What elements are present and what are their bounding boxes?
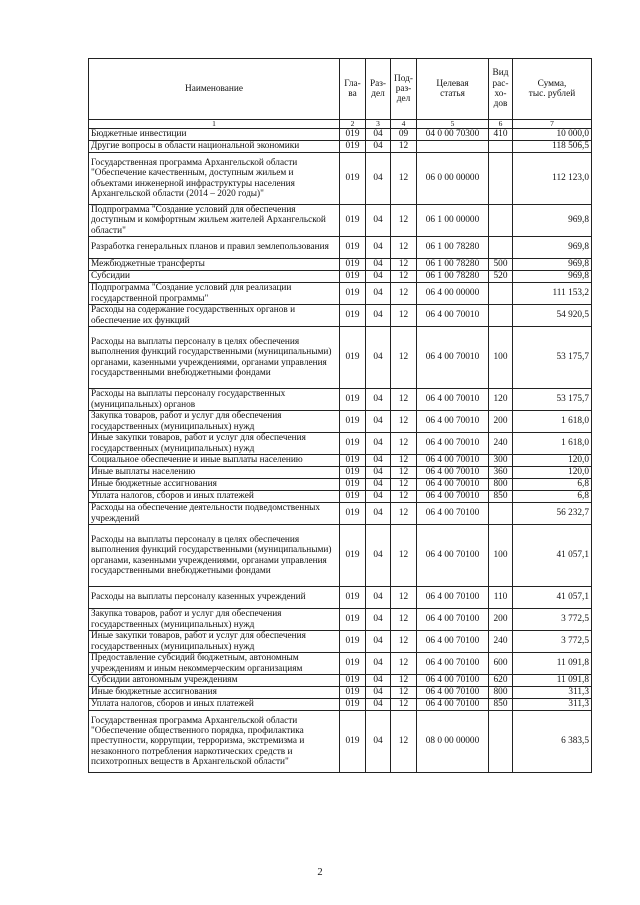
row-name: Уплата налогов, сборов и иных платежей	[89, 491, 340, 503]
row-target: 06 4 00 70010	[417, 455, 489, 467]
row-target: 08 0 00 00000	[417, 711, 489, 773]
row-vid: 800	[489, 687, 513, 699]
row-name: Иные выплаты населению	[89, 467, 340, 479]
row-sum: 53 175,7	[513, 327, 592, 389]
row-name: Закупка товаров, работ и услуг для обеспечения государственных (муниципальных) нужд	[89, 411, 340, 433]
row-glava: 019	[340, 283, 366, 305]
row-razdel: 04	[366, 271, 391, 283]
table-row	[89, 455, 592, 467]
table-row	[89, 129, 592, 141]
table-row	[89, 503, 592, 525]
row-glava: 019	[340, 271, 366, 283]
budget-table	[88, 58, 592, 773]
row-vid: 850	[489, 491, 513, 503]
row-podrazdel: 12	[391, 205, 417, 237]
row-glava: 019	[340, 433, 366, 455]
header-vid: Вид рас- хо- дов	[489, 59, 513, 120]
row-podrazdel: 12	[391, 283, 417, 305]
row-target: 06 4 00 00000	[417, 283, 489, 305]
row-target: 06 4 00 70010	[417, 433, 489, 455]
row-razdel: 04	[366, 631, 391, 653]
row-razdel: 04	[366, 259, 391, 271]
row-vid: 100	[489, 327, 513, 389]
row-glava: 019	[340, 455, 366, 467]
row-sum: 112 123,0	[513, 153, 592, 205]
row-vid	[489, 141, 513, 153]
row-podrazdel: 12	[391, 259, 417, 271]
table-header-row	[89, 59, 592, 120]
row-podrazdel: 12	[391, 433, 417, 455]
table-row	[89, 479, 592, 491]
row-podrazdel: 12	[391, 653, 417, 675]
row-name: Расходы на обеспечение деятельности подведомственных учреждений	[89, 503, 340, 525]
header-podrazdel: Под- раз- дел	[391, 59, 417, 120]
table-row	[89, 711, 592, 773]
page-number: 2	[317, 867, 323, 878]
row-vid	[489, 305, 513, 327]
row-name: Иные бюджетные ассигнования	[89, 687, 340, 699]
row-glava: 019	[340, 237, 366, 259]
row-target: 06 4 00 70100	[417, 525, 489, 587]
row-podrazdel: 12	[391, 711, 417, 773]
table-row	[89, 699, 592, 711]
row-target: 06 4 00 70100	[417, 653, 489, 675]
column-number: 6	[489, 120, 513, 129]
row-vid: 500	[489, 259, 513, 271]
row-target	[417, 141, 489, 153]
row-sum: 969,8	[513, 271, 592, 283]
table-row	[89, 271, 592, 283]
row-glava: 019	[340, 525, 366, 587]
row-vid	[489, 503, 513, 525]
row-name: Иные закупки товаров, работ и услуг для обеспечения государственных (муниципальных) нужд	[89, 631, 340, 653]
table-row	[89, 411, 592, 433]
row-razdel: 04	[366, 503, 391, 525]
column-number: 4	[391, 120, 417, 129]
row-razdel: 04	[366, 491, 391, 503]
row-podrazdel: 12	[391, 525, 417, 587]
row-vid	[489, 153, 513, 205]
row-target: 06 1 00 78280	[417, 259, 489, 271]
table-row	[89, 467, 592, 479]
row-glava: 019	[340, 153, 366, 205]
row-target: 06 4 00 70100	[417, 609, 489, 631]
row-target: 06 4 00 70010	[417, 327, 489, 389]
row-sum: 311,3	[513, 699, 592, 711]
row-glava: 019	[340, 305, 366, 327]
row-razdel: 04	[366, 305, 391, 327]
row-vid	[489, 711, 513, 773]
row-razdel: 04	[366, 653, 391, 675]
row-podrazdel: 12	[391, 389, 417, 411]
row-sum: 56 232,7	[513, 503, 592, 525]
row-target: 06 4 00 70100	[417, 675, 489, 687]
row-razdel: 04	[366, 433, 391, 455]
header-name: Наименование	[89, 59, 340, 120]
row-sum: 6,8	[513, 491, 592, 503]
row-razdel: 04	[366, 699, 391, 711]
row-glava: 019	[340, 389, 366, 411]
table-row	[89, 259, 592, 271]
row-sum: 3 772,5	[513, 609, 592, 631]
row-name: Подпрограмма "Создание условий для реализации государственной программы"	[89, 283, 340, 305]
table-row	[89, 205, 592, 237]
row-vid: 240	[489, 433, 513, 455]
row-sum: 53 175,7	[513, 389, 592, 411]
row-podrazdel: 12	[391, 237, 417, 259]
table-row	[89, 327, 592, 389]
row-glava: 019	[340, 503, 366, 525]
row-name: Разработка генеральных планов и правил землепользования	[89, 237, 340, 259]
row-razdel: 04	[366, 327, 391, 389]
row-target: 04 0 00 70300	[417, 129, 489, 141]
row-vid: 120	[489, 389, 513, 411]
row-target: 06 4 00 70100	[417, 503, 489, 525]
row-name: Закупка товаров, работ и услуг для обеспечения государственных (муниципальных) нужд	[89, 609, 340, 631]
row-name: Субсидии автономным учреждениям	[89, 675, 340, 687]
row-podrazdel: 12	[391, 491, 417, 503]
table-row	[89, 687, 592, 699]
row-glava: 019	[340, 205, 366, 237]
row-podrazdel: 12	[391, 141, 417, 153]
row-glava: 019	[340, 491, 366, 503]
table-row	[89, 675, 592, 687]
row-podrazdel: 12	[391, 411, 417, 433]
row-glava: 019	[340, 467, 366, 479]
row-sum: 969,8	[513, 205, 592, 237]
row-vid: 600	[489, 653, 513, 675]
row-vid: 300	[489, 455, 513, 467]
row-sum: 10 000,0	[513, 129, 592, 141]
row-podrazdel: 12	[391, 479, 417, 491]
table-row	[89, 305, 592, 327]
column-number: 1	[89, 120, 340, 129]
row-target: 06 1 00 78280	[417, 271, 489, 283]
row-vid: 100	[489, 525, 513, 587]
column-number: 3	[366, 120, 391, 129]
row-target: 06 4 00 70010	[417, 491, 489, 503]
column-number: 2	[340, 120, 366, 129]
row-razdel: 04	[366, 411, 391, 433]
row-name: Расходы на выплаты персоналу казенных учреждений	[89, 587, 340, 609]
row-sum: 6 383,5	[513, 711, 592, 773]
table-row	[89, 433, 592, 455]
row-razdel: 04	[366, 711, 391, 773]
row-name: Расходы на выплаты персоналу в целях обеспечения выполнения функций государственными (муниципальными) органами, казенными учреждениями, органами управления государственными внебюджетными фондами	[89, 525, 340, 587]
row-target: 06 4 00 70010	[417, 479, 489, 491]
row-name: Предоставление субсидий бюджетным, автономным учреждениям и иным некоммерческим организациям	[89, 653, 340, 675]
row-razdel: 04	[366, 455, 391, 467]
row-podrazdel: 12	[391, 455, 417, 467]
row-glava: 019	[340, 411, 366, 433]
header-target: Целевая статья	[417, 59, 489, 120]
row-target: 06 4 00 70010	[417, 389, 489, 411]
row-razdel: 04	[366, 479, 391, 491]
row-sum: 969,8	[513, 259, 592, 271]
row-razdel: 04	[366, 205, 391, 237]
row-target: 06 4 00 70100	[417, 587, 489, 609]
row-name: Другие вопросы в области национальной экономики	[89, 141, 340, 153]
column-number: 7	[513, 120, 592, 129]
row-vid: 200	[489, 609, 513, 631]
row-podrazdel: 12	[391, 305, 417, 327]
row-razdel: 04	[366, 237, 391, 259]
row-name: Бюджетные инвестиции	[89, 129, 340, 141]
column-number: 5	[417, 120, 489, 129]
row-vid: 850	[489, 699, 513, 711]
row-target: 06 4 00 70010	[417, 411, 489, 433]
row-glava: 019	[340, 699, 366, 711]
row-sum: 1 618,0	[513, 433, 592, 455]
row-glava: 019	[340, 711, 366, 773]
row-target: 06 4 00 70010	[417, 305, 489, 327]
row-target: 06 4 00 70100	[417, 687, 489, 699]
header-sum: Сумма, тыс. рублей	[513, 59, 592, 120]
row-razdel: 04	[366, 687, 391, 699]
row-sum: 1 618,0	[513, 411, 592, 433]
row-target: 06 0 00 00000	[417, 153, 489, 205]
row-razdel: 04	[366, 153, 391, 205]
row-name: Подпрограмма "Создание условий для обеспечения доступным и комфортным жильем жителей Архангельской области"	[89, 205, 340, 237]
row-sum: 111 153,2	[513, 283, 592, 305]
row-target: 06 1 00 78280	[417, 237, 489, 259]
row-sum: 41 057,1	[513, 587, 592, 609]
row-vid: 520	[489, 271, 513, 283]
row-sum: 120,0	[513, 455, 592, 467]
row-name: Иные закупки товаров, работ и услуг для обеспечения государственных (муниципальных) нужд	[89, 433, 340, 455]
row-razdel: 04	[366, 587, 391, 609]
row-sum: 6,8	[513, 479, 592, 491]
row-vid: 410	[489, 129, 513, 141]
row-target: 06 4 00 70100	[417, 699, 489, 711]
row-podrazdel: 12	[391, 467, 417, 479]
table-body	[89, 129, 592, 773]
row-razdel: 04	[366, 609, 391, 631]
row-vid	[489, 205, 513, 237]
table-row	[89, 141, 592, 153]
row-glava: 019	[340, 587, 366, 609]
table-row	[89, 389, 592, 411]
row-name: Иные бюджетные ассигнования	[89, 479, 340, 491]
row-sum: 311,3	[513, 687, 592, 699]
row-razdel: 04	[366, 141, 391, 153]
row-target: 06 4 00 70010	[417, 467, 489, 479]
row-glava: 019	[340, 259, 366, 271]
row-sum: 3 772,5	[513, 631, 592, 653]
table-row	[89, 525, 592, 587]
row-sum: 969,8	[513, 237, 592, 259]
row-glava: 019	[340, 141, 366, 153]
row-vid: 240	[489, 631, 513, 653]
column-number-row	[89, 120, 592, 129]
row-vid: 110	[489, 587, 513, 609]
row-name: Государственная программа Архангельской области "Обеспечение общественного порядка, профилактика преступности, коррупции, терроризма, экстремизма и незаконного потребления наркотических средств и психотропных веществ в Архангельской области"	[89, 711, 340, 773]
row-name: Расходы на содержание государственных органов и обеспечение их функций	[89, 305, 340, 327]
row-glava: 019	[340, 653, 366, 675]
row-sum: 11 091,8	[513, 675, 592, 687]
row-vid: 620	[489, 675, 513, 687]
row-glava: 019	[340, 687, 366, 699]
row-glava: 019	[340, 479, 366, 491]
row-sum: 54 920,5	[513, 305, 592, 327]
row-name: Уплата налогов, сборов и иных платежей	[89, 699, 340, 711]
table-row	[89, 631, 592, 653]
row-sum: 118 506,5	[513, 141, 592, 153]
row-target: 06 4 00 70100	[417, 631, 489, 653]
header-glava: Гла- ва	[340, 59, 366, 120]
row-podrazdel: 12	[391, 271, 417, 283]
row-podrazdel: 09	[391, 129, 417, 141]
row-vid	[489, 237, 513, 259]
row-name: Государственная программа Архангельской области "Обеспечение качественным, доступным жильем и объектами инженерной инфраструктуры населения Архангельской области (2014 – 2020 годы)"	[89, 153, 340, 205]
row-vid: 200	[489, 411, 513, 433]
row-podrazdel: 12	[391, 631, 417, 653]
budget-page	[88, 58, 591, 773]
row-podrazdel: 12	[391, 503, 417, 525]
table-row	[89, 153, 592, 205]
row-vid: 360	[489, 467, 513, 479]
row-podrazdel: 12	[391, 327, 417, 389]
table-row	[89, 653, 592, 675]
row-podrazdel: 12	[391, 675, 417, 687]
row-vid: 800	[489, 479, 513, 491]
row-razdel: 04	[366, 675, 391, 687]
row-name: Межбюджетные трансферты	[89, 259, 340, 271]
header-razdel: Раз- дел	[366, 59, 391, 120]
row-name: Социальное обеспечение и иные выплаты населению	[89, 455, 340, 467]
table-row	[89, 491, 592, 503]
row-podrazdel: 12	[391, 687, 417, 699]
row-razdel: 04	[366, 467, 391, 479]
row-razdel: 04	[366, 389, 391, 411]
row-razdel: 04	[366, 283, 391, 305]
row-glava: 019	[340, 129, 366, 141]
table-row	[89, 609, 592, 631]
table-row	[89, 237, 592, 259]
row-name: Расходы на выплаты персоналу государственных (муниципальных) органов	[89, 389, 340, 411]
table-row	[89, 587, 592, 609]
row-sum: 41 057,1	[513, 525, 592, 587]
row-sum: 11 091,8	[513, 653, 592, 675]
row-glava: 019	[340, 631, 366, 653]
row-podrazdel: 12	[391, 153, 417, 205]
row-vid	[489, 283, 513, 305]
row-target: 06 1 00 00000	[417, 205, 489, 237]
row-razdel: 04	[366, 129, 391, 141]
row-sum: 120,0	[513, 467, 592, 479]
row-glava: 019	[340, 327, 366, 389]
row-glava: 019	[340, 609, 366, 631]
table-row	[89, 283, 592, 305]
row-podrazdel: 12	[391, 609, 417, 631]
row-name: Расходы на выплаты персоналу в целях обеспечения выполнения функций государственными (муниципальными) органами, казенными учреждениями, органами управления государственными внебюджетными фондами	[89, 327, 340, 389]
row-podrazdel: 12	[391, 587, 417, 609]
row-razdel: 04	[366, 525, 391, 587]
row-name: Субсидии	[89, 271, 340, 283]
row-podrazdel: 12	[391, 699, 417, 711]
row-glava: 019	[340, 675, 366, 687]
